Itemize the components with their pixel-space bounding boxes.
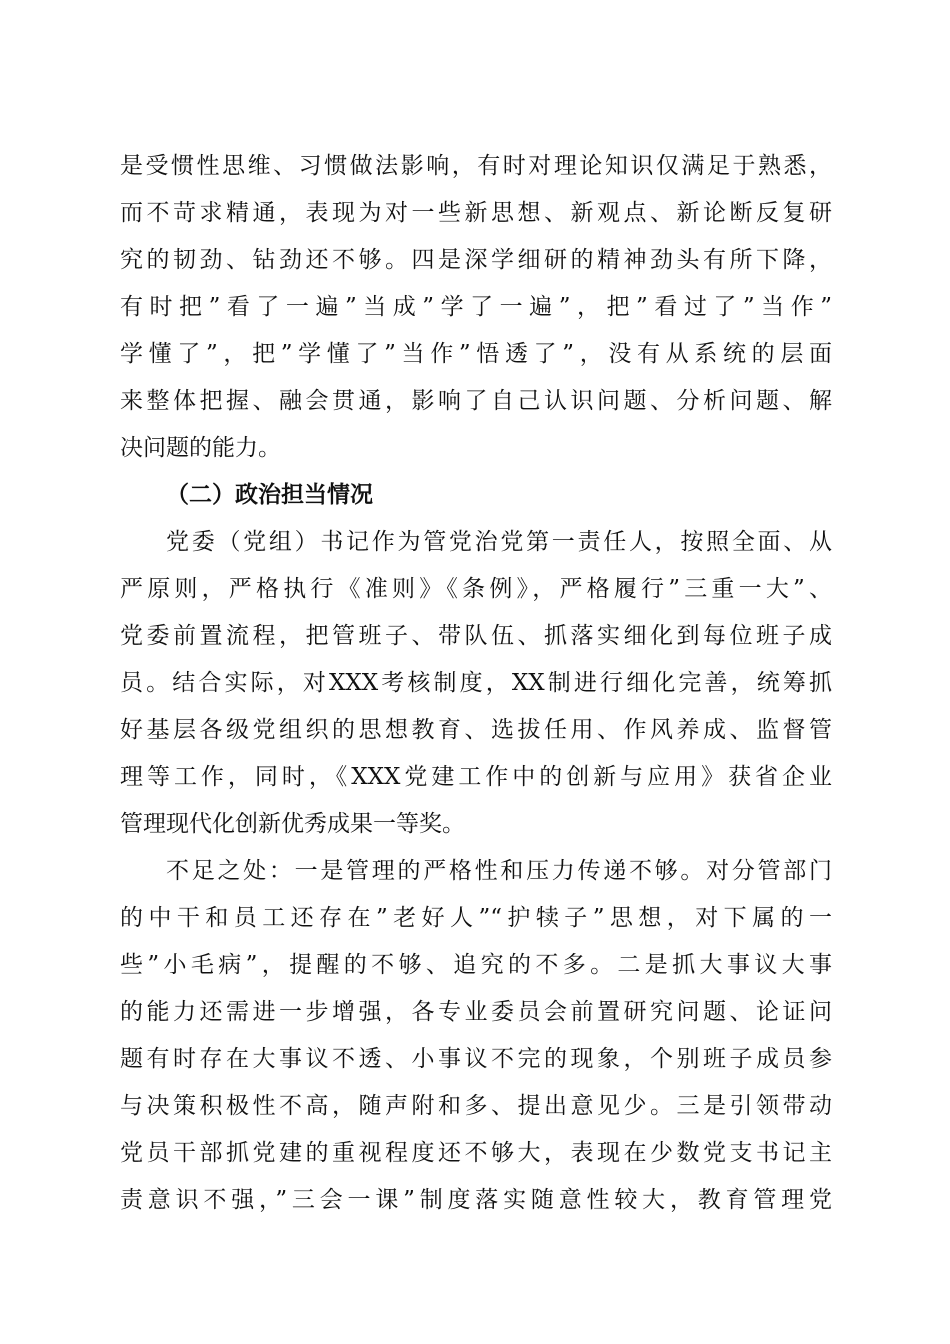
paragraph-line: 是受惯性思维、习惯做法影响，有时对理论知识仅满足于熟悉，	[120, 153, 832, 179]
paragraph-line: 管理现代化创新优秀成果一等奖。	[120, 811, 465, 837]
paragraph-line: 而不苛求精通，表现为对一些新思想、新观点、新论断反复研	[120, 200, 832, 226]
paragraph-line: 党委前置流程，把管班子、带队伍、抓落实细化到每位班子成	[120, 623, 832, 649]
paragraph-line: 党员干部抓党建的重视程度还不够大，表现在少数党支书记主	[120, 1140, 832, 1166]
paragraph-line: 的中干和员工还存在”老好人”“护犊子”思想，对下属的一	[120, 905, 832, 931]
paragraph-line: 有时把”看了一遍”当成”学了一遍”，把”看过了”当作”	[120, 294, 832, 320]
paragraph-line: 学懂了”，把”学懂了”当作”悟透了”，没有从系统的层面	[120, 341, 832, 367]
paragraph-line: 责意识不强，”三会一课”制度落实随意性较大，教育管理党	[120, 1187, 832, 1213]
paragraph-line: 题有时存在大事议不透、小事议不完的现象，个别班子成员参	[120, 1046, 832, 1072]
paragraph-line: 理等工作，同时，《XXX党建工作中的创新与应用》获省企业	[120, 764, 832, 790]
paragraph-line: 不足之处：一是管理的严格性和压力传递不够。对分管部门	[166, 858, 832, 884]
paragraph-line: 决问题的能力。	[120, 435, 281, 461]
paragraph-line: 究的韧劲、钻劲还不够。四是深学细研的精神劲头有所下降，	[120, 247, 832, 273]
paragraph-line: 些”小毛病”，提醒的不够、追究的不多。二是抓大事议大事	[120, 952, 832, 978]
paragraph-line: 的能力还需进一步增强，各专业委员会前置研究问题、论证问	[120, 999, 832, 1025]
paragraph-line: 员。结合实际，对XXX考核制度，XX制进行细化完善，统筹抓	[120, 670, 832, 696]
paragraph-line: 好基层各级党组织的思想教育、选拔任用、作风养成、监督管	[120, 717, 832, 743]
section-heading: （二）政治担当情况	[166, 481, 373, 508]
paragraph-line: 党委（党组）书记作为管党治党第一责任人，按照全面、从	[166, 529, 832, 555]
paragraph-line: 来整体把握、融会贯通，影响了自己认识问题、分析问题、解	[120, 388, 832, 414]
paragraph-line: 与决策积极性不高，随声附和多、提出意见少。三是引领带动	[120, 1093, 832, 1119]
paragraph-line: 严原则，严格执行《准则》《条例》，严格履行”三重一大”、	[120, 576, 832, 602]
